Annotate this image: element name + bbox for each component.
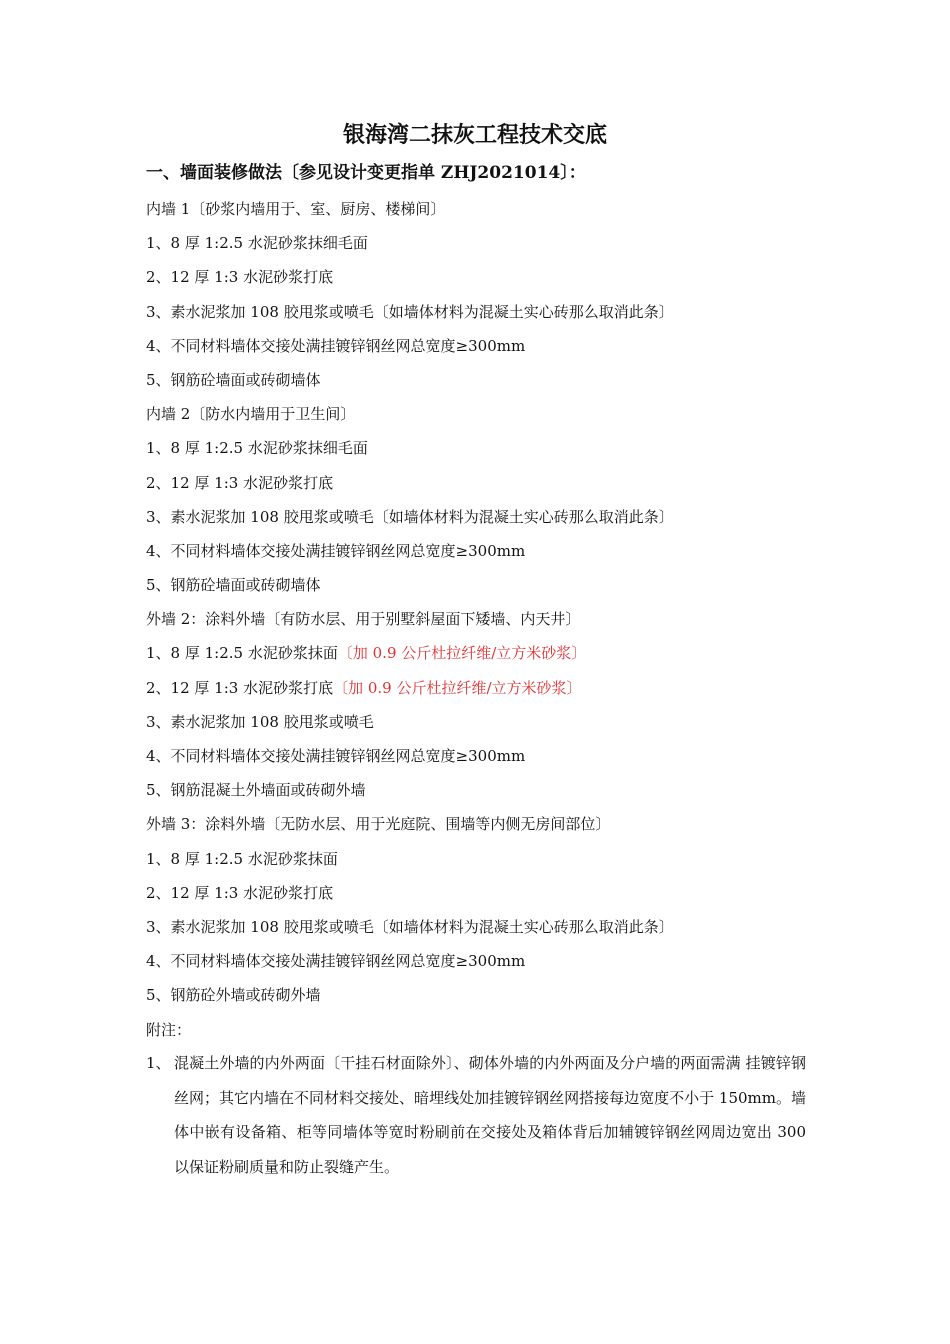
spec-line: [146, 846, 826, 880]
spec-line: [146, 538, 826, 572]
spec-line-text: 2、12 厚 1:3 水泥砂浆打底: [146, 678, 334, 697]
spec-line: [146, 948, 826, 982]
spec-line-red-note: 〔加 0.9 公斤杜拉纤维/立方米砂浆〕: [333, 678, 582, 697]
spec-line: [146, 640, 826, 674]
spec-line: [146, 435, 826, 469]
spec-line-text: 1、8 厚 1:2.5 水泥砂浆抹面: [146, 644, 338, 663]
spec-line-text: 5、钢筋砼墙面或砖砌墙体: [146, 370, 321, 389]
spec-line-text: 2、12 厚 1:3 水泥砂浆打底: [146, 473, 334, 492]
spec-line: [146, 504, 826, 538]
spec-line-text: 内墙 1〔砂浆内墙用于、室、厨房、楼梯间〕: [146, 200, 446, 218]
spec-line-text: 1、8 厚 1:2.5 水泥砂浆抹面: [146, 849, 338, 868]
spec-line: [146, 367, 826, 401]
spec-line: [146, 264, 826, 298]
section-heading: 一、墙面装修做法〔参见设计变更指单 ZHJ2021014〕：: [146, 163, 586, 183]
spec-line-text: 1、8 厚 1:2.5 水泥砂浆抹细毛面: [146, 234, 368, 253]
spec-line: [146, 299, 826, 333]
spec-line-text: 附注：: [146, 1020, 192, 1039]
spec-line: [146, 401, 826, 435]
spec-line: [146, 914, 826, 948]
spec-line-text: 3、素水泥浆加 108 胶甩浆或喷毛〔如墙体材料为混凝土实心砖那么取消此条〕: [146, 917, 674, 936]
spec-line-text: 2、12 厚 1:3 水泥砂浆打底: [146, 268, 334, 287]
spec-line-text: 3、素水泥浆加 108 胶甩浆或喷毛〔如墙体材料为混凝土实心砖那么取消此条〕: [146, 507, 674, 526]
spec-line-text: 4、不同材料墙体交接处满挂镀锌钢丝网总宽度≥300mm: [146, 952, 526, 971]
spec-line-text: 4、不同材料墙体交接处满挂镀锌钢丝网总宽度≥300mm: [146, 336, 526, 355]
spec-line-text: 5、钢筋砼外墙或砖砌外墙: [146, 986, 321, 1005]
spec-line: [146, 470, 826, 504]
spec-line: [146, 811, 826, 845]
spec-line: [146, 777, 826, 811]
spec-line-text: 外墙 3：涂料外墙〔无防水层、用于光庭院、围墙等内侧无房间部位〕: [146, 815, 611, 834]
spec-line-red-note: 〔加 0.9 公斤杜拉纤维/立方米砂浆〕: [337, 644, 587, 663]
spec-line: [146, 743, 826, 777]
spec-line-text: 外墙 2：涂料外墙〔有防水层、用于别墅斜屋面下矮墙、内天井〕: [146, 610, 581, 629]
spec-line: [146, 709, 826, 743]
document-title: 银海湾二抹灰工程技术交底: [342, 122, 607, 148]
spec-line-text: 5、钢筋砼墙面或砖砌墙体: [146, 576, 321, 595]
spec-line: [146, 606, 826, 640]
spec-line: [146, 230, 826, 264]
spec-line-text: 4、不同材料墙体交接处满挂镀锌钢丝网总宽度≥300mm: [146, 747, 526, 765]
footnote-number: 1、: [146, 1054, 171, 1072]
spec-line-text: 3、素水泥浆加 108 胶甩浆或喷毛〔如墙体材料为混凝土实心砖那么取消此条〕: [146, 302, 674, 321]
spec-line: [146, 333, 826, 367]
spec-line: [146, 572, 826, 606]
spec-line: [146, 982, 826, 1016]
spec-line: [146, 675, 826, 709]
spec-line-text: 4、不同材料墙体交接处满挂镀锌钢丝网总宽度≥300mm: [146, 541, 526, 560]
spec-line-text: 3、素水泥浆加 108 胶甩浆或喷毛: [146, 712, 374, 731]
spec-line: [146, 196, 826, 230]
spec-line-text: 2、12 厚 1:3 水泥砂浆打底: [146, 883, 334, 902]
spec-line-text: 内墙 2〔防水内墙用于卫生间〕: [146, 405, 356, 424]
footnote-text: 混凝土外墙的内外两面〔干挂石材面除外〕、砌体外墙的内外两面及分户墙的两面需满 挂镀锌钢丝网；其它内墙在不同材料交接处、暗埋线处加挂镀锌钢丝网搭接每边宽度不小于 150mm。墙体中嵌有设备箱、柜等同墙体等宽时粉刷前在交接处及箱体背后加辅镀锌钢丝网周边宽出 300 以保证粉刷质量和防止裂缝产生。: [174, 1054, 806, 1176]
spec-line-text: 5、钢筋混凝土外墙面或砖砌外墙: [146, 781, 366, 800]
spec-line-text: 1、8 厚 1:2.5 水泥砂浆抹细毛面: [146, 439, 368, 458]
spec-line: [146, 880, 826, 914]
spec-line-list: [146, 196, 826, 1051]
